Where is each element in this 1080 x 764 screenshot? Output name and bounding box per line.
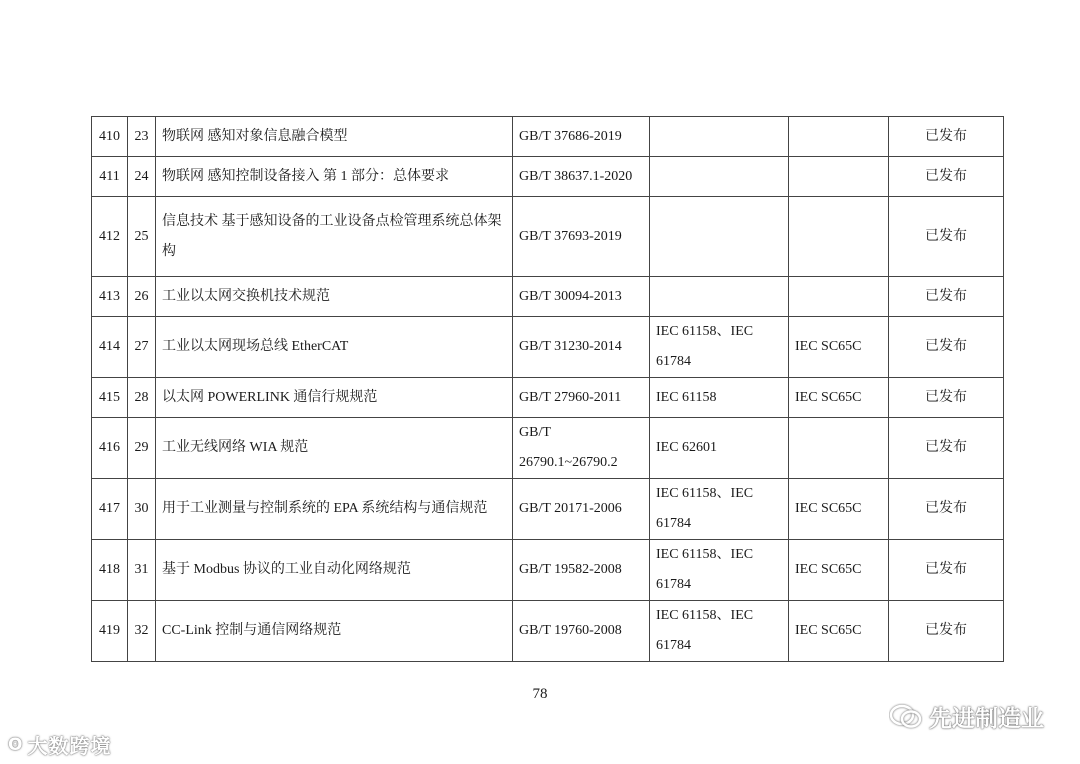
- table-row: [92, 601, 1004, 662]
- cell-standard-number: GB/T 19582-2008: [513, 540, 650, 601]
- watermark-logo-icon: ʘ: [8, 734, 24, 755]
- cell-standard-name: 物联网 感知控制设备接入 第 1 部分：总体要求: [156, 157, 513, 197]
- cell-standard-name: 工业以太网现场总线 EtherCAT: [156, 317, 513, 378]
- cell-organization: [789, 277, 889, 317]
- cell-standard-name: 信息技术 基于感知设备的工业设备点检管理系统总体架构: [156, 197, 513, 277]
- cell-international-standard: [650, 197, 789, 277]
- cell-no: 416: [92, 418, 128, 479]
- cell-sub-no: 32: [128, 601, 156, 662]
- cell-status: 已发布: [889, 197, 1004, 277]
- cell-standard-name: 用于工业测量与控制系统的 EPA 系统结构与通信规范: [156, 479, 513, 540]
- cell-organization: [789, 197, 889, 277]
- standards-table: [91, 116, 1004, 662]
- cell-international-standard: IEC 62601: [650, 418, 789, 479]
- watermark-left-text: 大数跨境: [27, 734, 112, 758]
- cell-standard-number: GB/T 26790.1~26790.2: [513, 418, 650, 479]
- cell-no: 418: [92, 540, 128, 601]
- cell-standard-number: GB/T 38637.1-2020: [513, 157, 650, 197]
- cell-standard-number: GB/T 27960-2011: [513, 378, 650, 418]
- cell-organization: IEC SC65C: [789, 601, 889, 662]
- cell-status: 已发布: [889, 317, 1004, 378]
- cell-no: 414: [92, 317, 128, 378]
- cell-organization: IEC SC65C: [789, 540, 889, 601]
- cell-standard-name: 以太网 POWERLINK 通信行规规范: [156, 378, 513, 418]
- cell-no: 412: [92, 197, 128, 277]
- cell-status: 已发布: [889, 117, 1004, 157]
- cell-organization: IEC SC65C: [789, 479, 889, 540]
- cell-sub-no: 25: [128, 197, 156, 277]
- cell-sub-no: 31: [128, 540, 156, 601]
- cell-international-standard: [650, 117, 789, 157]
- page-number: 78: [532, 686, 548, 702]
- watermark-right: [889, 700, 1044, 733]
- cell-standard-number: GB/T 37686-2019: [513, 117, 650, 157]
- cell-no: 410: [92, 117, 128, 157]
- cell-sub-no: 30: [128, 479, 156, 540]
- cell-no: 417: [92, 479, 128, 540]
- table-row: [92, 479, 1004, 540]
- cell-sub-no: 28: [128, 378, 156, 418]
- cell-sub-no: 23: [128, 117, 156, 157]
- cell-sub-no: 26: [128, 277, 156, 317]
- watermark-left: [8, 730, 111, 759]
- cell-no: 415: [92, 378, 128, 418]
- cell-international-standard: [650, 157, 789, 197]
- table-row: [92, 540, 1004, 601]
- cell-international-standard: IEC 61158、IEC 61784: [650, 601, 789, 662]
- cell-standard-name: 基于 Modbus 协议的工业自动化网络规范: [156, 540, 513, 601]
- cell-standard-number: GB/T 31230-2014: [513, 317, 650, 378]
- cell-no: 413: [92, 277, 128, 317]
- cell-status: 已发布: [889, 277, 1004, 317]
- cell-international-standard: IEC 61158: [650, 378, 789, 418]
- cell-standard-number: GB/T 19760-2008: [513, 601, 650, 662]
- cell-standard-name: 工业无线网络 WIA 规范: [156, 418, 513, 479]
- cell-standard-number: GB/T 30094-2013: [513, 277, 650, 317]
- cell-sub-no: 24: [128, 157, 156, 197]
- cell-sub-no: 29: [128, 418, 156, 479]
- cell-international-standard: [650, 277, 789, 317]
- cell-international-standard: IEC 61158、IEC 61784: [650, 317, 789, 378]
- cell-status: 已发布: [889, 157, 1004, 197]
- cell-standard-name: 工业以太网交换机技术规范: [156, 277, 513, 317]
- cell-organization: [789, 117, 889, 157]
- cell-status: 已发布: [889, 601, 1004, 662]
- watermark-right-text: 先进制造业: [929, 706, 1044, 732]
- cell-organization: IEC SC65C: [789, 378, 889, 418]
- cell-international-standard: IEC 61158、IEC 61784: [650, 540, 789, 601]
- cell-standard-number: GB/T 20171-2006: [513, 479, 650, 540]
- table-row: [92, 157, 1004, 197]
- cell-status: 已发布: [889, 540, 1004, 601]
- cell-international-standard: IEC 61158、IEC 61784: [650, 479, 789, 540]
- table-row: [92, 117, 1004, 157]
- table-row: [92, 418, 1004, 479]
- table-row: [92, 197, 1004, 277]
- table-row: [92, 277, 1004, 317]
- cell-organization: [789, 418, 889, 479]
- cell-standard-name: CC-Link 控制与通信网络规范: [156, 601, 513, 662]
- cell-organization: IEC SC65C: [789, 317, 889, 378]
- wechat-icon: [889, 703, 923, 731]
- table-row: [92, 378, 1004, 418]
- cell-standard-number: GB/T 37693-2019: [513, 197, 650, 277]
- cell-organization: [789, 157, 889, 197]
- cell-status: 已发布: [889, 378, 1004, 418]
- cell-status: 已发布: [889, 418, 1004, 479]
- cell-standard-name: 物联网 感知对象信息融合模型: [156, 117, 513, 157]
- table-row: [92, 317, 1004, 378]
- cell-status: 已发布: [889, 479, 1004, 540]
- cell-no: 419: [92, 601, 128, 662]
- cell-no: 411: [92, 157, 128, 197]
- cell-sub-no: 27: [128, 317, 156, 378]
